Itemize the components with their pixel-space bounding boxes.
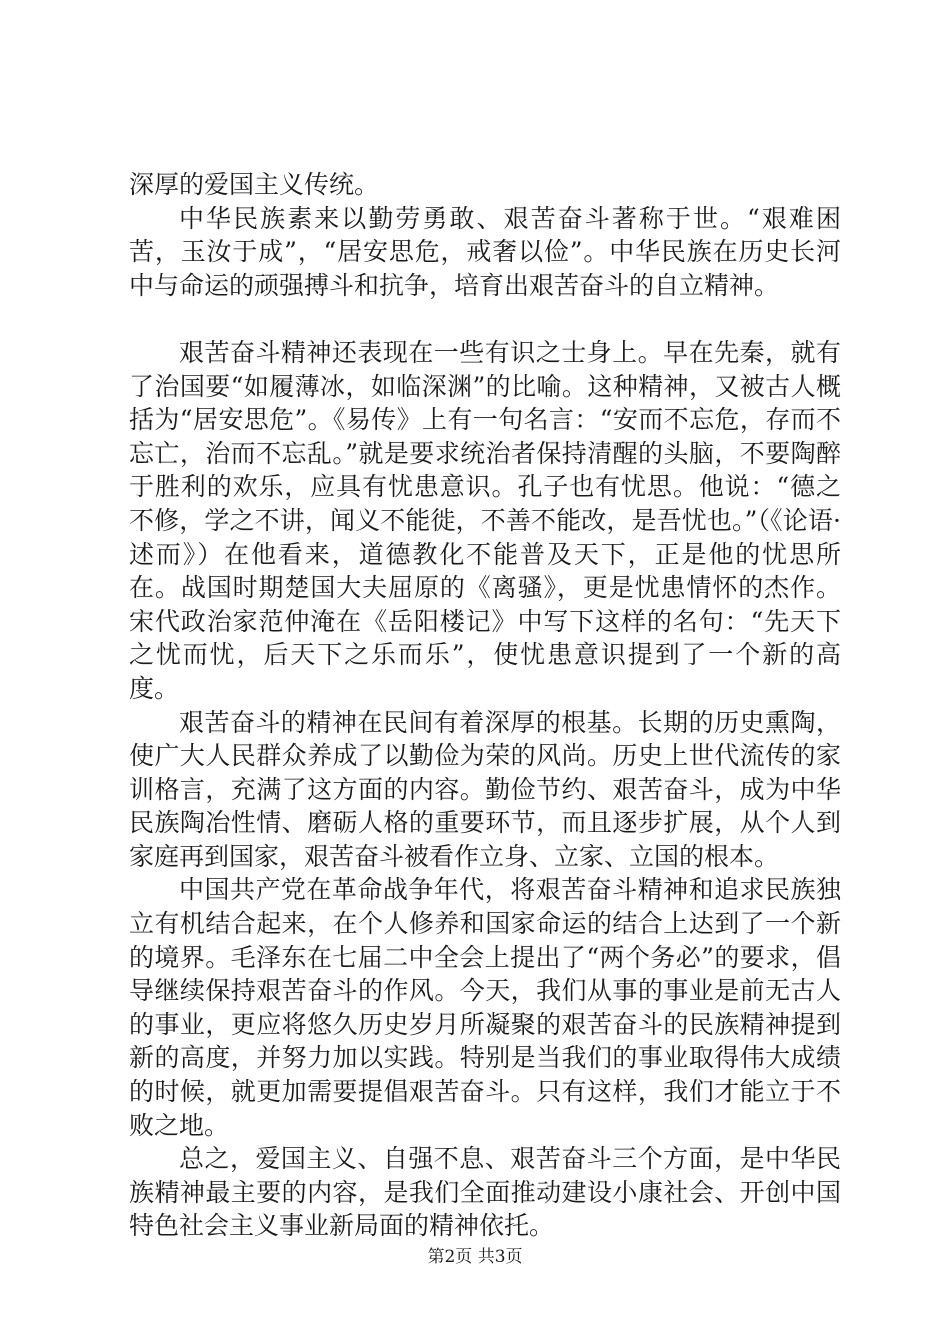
paragraph-conclusion: 总之，爱国主义、自强不息、艰苦奋斗三个方面，是中华民族精神最主要的内容，是我们全面推动建设小康社会、开创中国特色社会主义事业新局面的精神依托。 (129, 1144, 841, 1241)
document-body (129, 168, 841, 1243)
paragraph-party-history: 中国共产党在革命战争年代，将艰苦奋斗精神和追求民族独立有机结合起来，在个人修养和国家命运的结合上达到了一个新的境界。毛泽东在七届二中全会上提出了“两个务必”的要求，倡导继续保持艰苦奋斗的作风。今天，我们从事的事业是前无古人的事业，更应将悠久历史岁月所凝聚的艰苦奋斗的民族精神提到新的高度，并努力加以实践。特别是当我们的事业取得伟大成绩的时候，就更加需要提倡艰苦奋斗。只有这样，我们才能立于不败之地。 (129, 875, 841, 1140)
paragraph-continuation: 深厚的爱国主义传统。 (129, 170, 380, 199)
paragraph-spacer (129, 302, 841, 336)
paragraph-scholars: 艰苦奋斗精神还表现在一些有识之士身上。早在先秦，就有了治国要“如履薄冰，如临深渊”的比喻。这种精神，又被古人概括为“居安思危”。《易传》上有一句名言：“安而不忘危，存而不忘亡，治而不忘乱。”就是要求统治者保持清醒的头脑，不要陶醉于胜利的欢乐，应具有忧患意识。孔子也有忧思。他说：“德之不修，学之不讲，闻义不能徙，不善不能改，是吾忧也。”（《论语·述而》）在他看来，道德教化不能普及天下，正是他的忧思所在。战国时期楚国大夫屈原的《离骚》，更是忧患情怀的杰作。宋代政治家范仲淹在《岳阳楼记》中写下这样的名句：“先天下之忧而忧，后天下之乐而乐”，使忧患意识提到了一个新的高度。 (129, 337, 841, 703)
page-footer: 第2页 共3页 (427, 1247, 523, 1267)
paragraph-folk-roots: 艰苦奋斗的精神在民间有着深厚的根基。长期的历史熏陶，使广大人民群众养成了以勤俭为荣的风尚。历史上世代流传的家训格言，充满了这方面的内容。勤俭节约、艰苦奋斗，成为中华民族陶冶性情、磨砺人格的重要环节，而且逐步扩展，从个人到家庭再到国家，艰苦奋斗被看作立身、立家、立国的根本。 (129, 707, 841, 871)
paragraph-hardship-intro: 中华民族素来以勤劳勇敢、艰苦奋斗著称于世。“艰难困苦，玉汝于成”，“居安思危，戒奢以俭”。中华民族在历史长河中与命运的顽强搏斗和抗争，培育出艰苦奋斗的自立精神。 (129, 203, 841, 300)
